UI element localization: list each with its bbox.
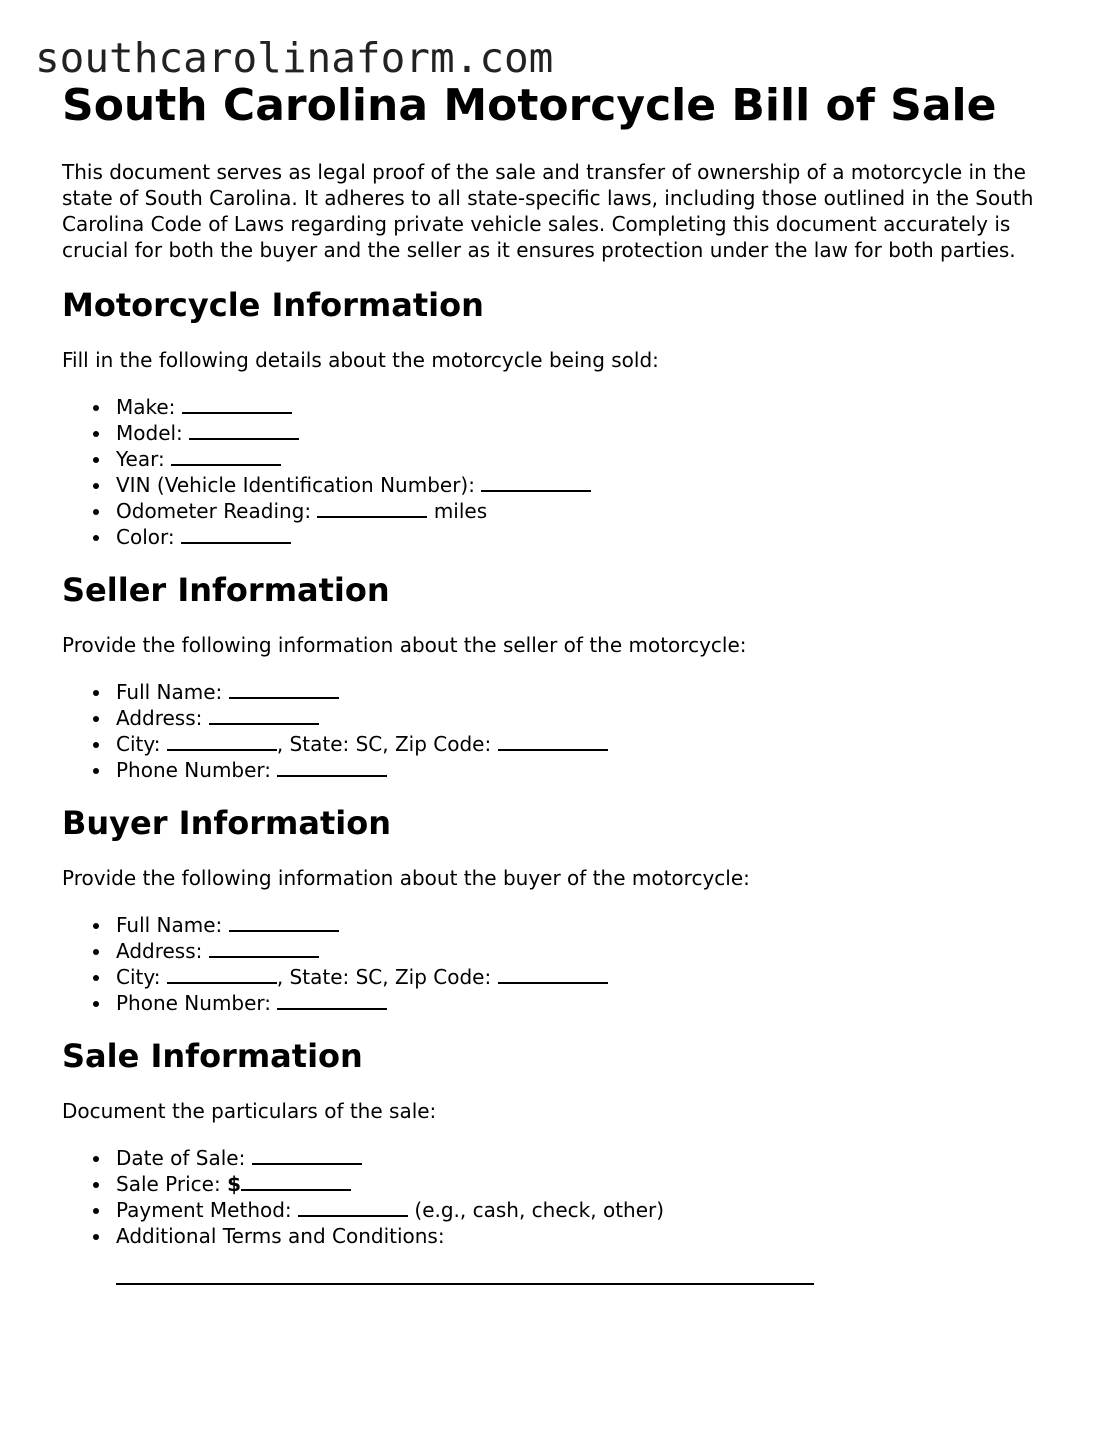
sale-fields — [62, 1145, 1052, 1249]
site-watermark: southcarolinaform.com — [35, 34, 554, 82]
motorcycle-lead: Fill in the following details about the motorcycle being sold: — [62, 348, 659, 372]
vin-label: VIN (Vehicle Identification Number): — [116, 473, 475, 497]
motorcycle-section — [62, 285, 1052, 550]
buyer-address-field — [116, 938, 1052, 964]
make-field — [116, 394, 1052, 420]
sale-heading: Sale Information — [62, 1037, 363, 1075]
seller-name-blank[interactable] — [229, 679, 339, 699]
seller-address-label: Address: — [116, 706, 203, 730]
seller-city-label: City: — [116, 732, 161, 756]
odometer-field — [116, 498, 1052, 524]
buyer-address-blank[interactable] — [209, 938, 319, 958]
seller-phone-field — [116, 757, 1052, 783]
make-blank[interactable] — [182, 394, 292, 414]
payment-method-label: Payment Method: — [116, 1198, 292, 1222]
seller-name-label: Full Name: — [116, 680, 223, 704]
intro-paragraph: This document serves as legal proof of the sale and transfer of ownership of a motorcycle in the state of South Carolina. It adheres to all state-specific laws, including those outlined in the South Carolina Code of Laws regarding private vehicle sales. Completing this document accurately is crucial for both the buyer and the seller as it ensures protection under the law for both parties. — [62, 160, 1034, 262]
buyer-heading: Buyer Information — [62, 804, 391, 842]
seller-phone-label: Phone Number: — [116, 758, 272, 782]
page-title: South Carolina Motorcycle Bill of Sale — [62, 80, 997, 131]
payment-method-note: (e.g., cash, check, other) — [414, 1198, 665, 1222]
color-label: Color: — [116, 525, 175, 549]
dollar-sign: $ — [227, 1172, 241, 1196]
sale-section — [62, 1036, 1052, 1285]
terms-field — [116, 1223, 1052, 1249]
vin-blank[interactable] — [481, 472, 591, 492]
seller-fields — [62, 679, 1052, 783]
model-label: Model: — [116, 421, 183, 445]
make-label: Make: — [116, 395, 176, 419]
sale-date-blank[interactable] — [252, 1145, 362, 1165]
buyer-phone-field — [116, 990, 1052, 1016]
buyer-lead: Provide the following information about the buyer of the motorcycle: — [62, 866, 750, 890]
document-body — [62, 80, 1052, 1285]
buyer-city-label: City: — [116, 965, 161, 989]
buyer-name-blank[interactable] — [229, 912, 339, 932]
terms-blank-line[interactable] — [116, 1283, 814, 1285]
buyer-zip-blank[interactable] — [498, 964, 608, 984]
payment-method-field — [116, 1197, 1052, 1223]
buyer-section — [62, 803, 1052, 1016]
sale-price-field — [116, 1171, 1052, 1197]
seller-name-field — [116, 679, 1052, 705]
buyer-city-field — [116, 964, 1052, 990]
seller-heading: Seller Information — [62, 571, 390, 609]
sale-price-label: Sale Price: — [116, 1172, 221, 1196]
seller-address-field — [116, 705, 1052, 731]
buyer-address-label: Address: — [116, 939, 203, 963]
payment-method-blank[interactable] — [298, 1197, 408, 1217]
year-label: Year: — [116, 447, 165, 471]
seller-state-zip-label: , State: SC, Zip Code: — [276, 732, 492, 756]
buyer-phone-blank[interactable] — [277, 990, 387, 1010]
odometer-label: Odometer Reading: — [116, 499, 312, 523]
seller-section — [62, 570, 1052, 783]
odometer-blank[interactable] — [317, 498, 427, 518]
seller-city-field — [116, 731, 1052, 757]
year-field — [116, 446, 1052, 472]
buyer-state-zip-label: , State: SC, Zip Code: — [276, 965, 492, 989]
motorcycle-fields — [62, 394, 1052, 550]
seller-address-blank[interactable] — [209, 705, 319, 725]
model-blank[interactable] — [189, 420, 299, 440]
sale-price-blank[interactable] — [241, 1171, 351, 1191]
color-blank[interactable] — [181, 524, 291, 544]
seller-zip-blank[interactable] — [498, 731, 608, 751]
buyer-phone-label: Phone Number: — [116, 991, 272, 1015]
year-blank[interactable] — [171, 446, 281, 466]
buyer-city-blank[interactable] — [167, 964, 277, 984]
buyer-name-label: Full Name: — [116, 913, 223, 937]
motorcycle-heading: Motorcycle Information — [62, 286, 484, 324]
terms-label: Additional Terms and Conditions: — [116, 1224, 445, 1248]
seller-city-blank[interactable] — [167, 731, 277, 751]
color-field — [116, 524, 1052, 550]
odometer-unit: miles — [433, 499, 488, 523]
model-field — [116, 420, 1052, 446]
seller-lead: Provide the following information about the seller of the motorcycle: — [62, 633, 747, 657]
sale-date-label: Date of Sale: — [116, 1146, 246, 1170]
buyer-name-field — [116, 912, 1052, 938]
buyer-fields — [62, 912, 1052, 1016]
seller-phone-blank[interactable] — [277, 757, 387, 777]
sale-lead: Document the particulars of the sale: — [62, 1099, 437, 1123]
vin-field — [116, 472, 1052, 498]
sale-date-field — [116, 1145, 1052, 1171]
